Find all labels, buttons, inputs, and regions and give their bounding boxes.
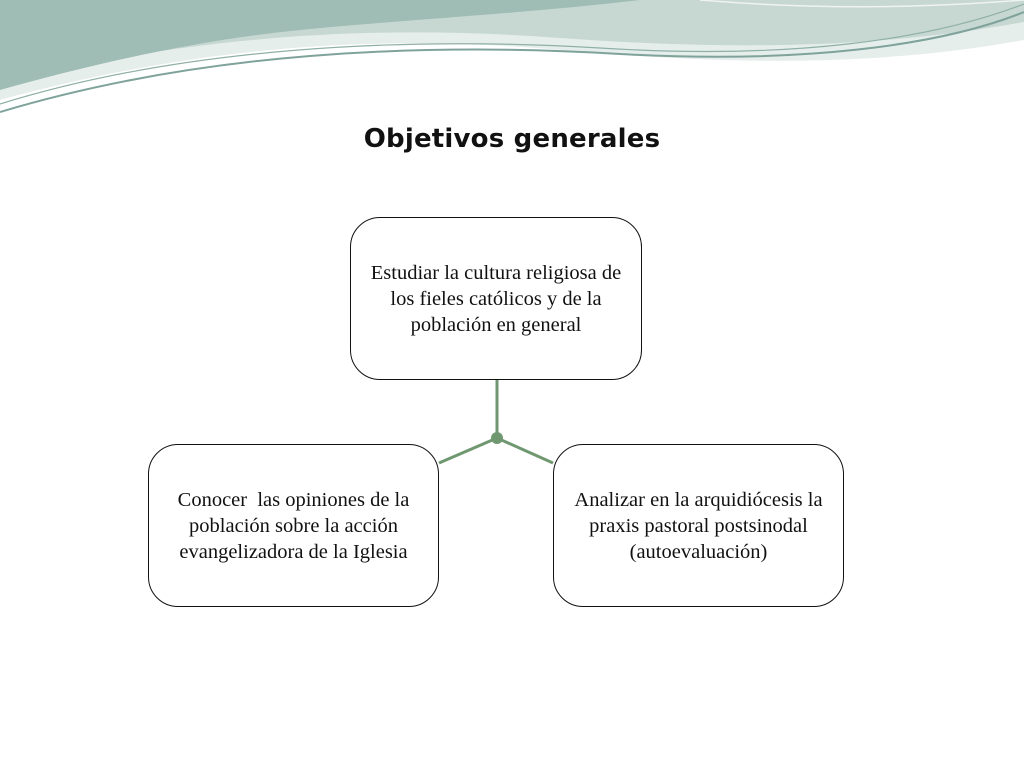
objective-node-left [148, 444, 439, 607]
slide-title: Objetivos generales [363, 124, 661, 154]
connector-hub-dot [491, 432, 503, 444]
objective-left-text: Conocer las opiniones de la población sobre la acción evangelizadora de la Iglesia [177, 488, 415, 563]
objective-node-top [350, 217, 642, 380]
connector-right [497, 438, 553, 463]
objective-node-right [553, 444, 844, 607]
objective-right-text: Analizar en la arquidiócesis la praxis pastoral postsinodal (autoevaluación) [574, 488, 823, 563]
connector-left [439, 438, 497, 463]
objective-top-text: Estudiar la cultura religiosa de los fieles católicos y de la población en general [370, 261, 622, 336]
